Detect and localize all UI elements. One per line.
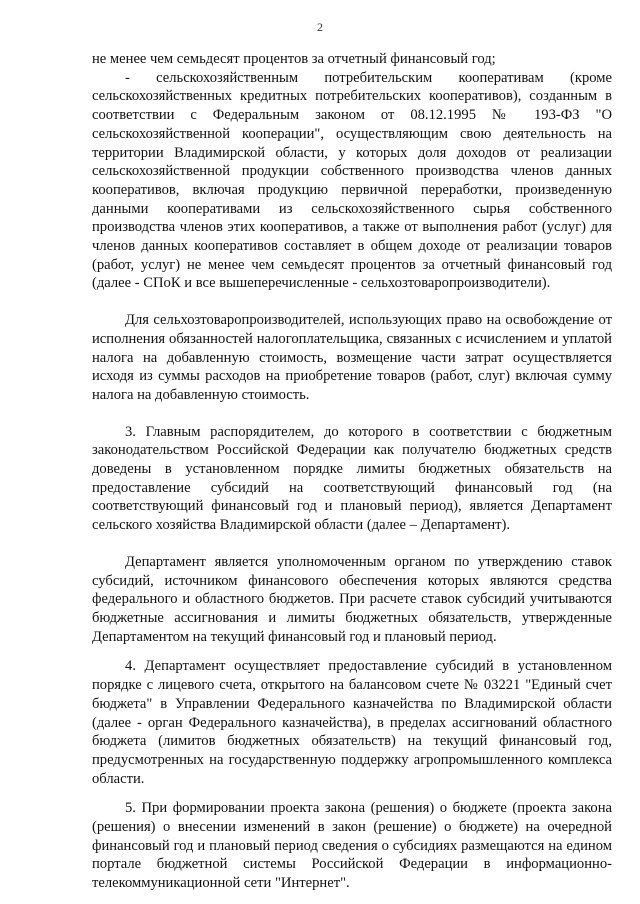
paragraph-department-authority: Департамент является уполномоченным органом по утверждению ставок субсидий, источником финансового обеспечения которых являются средства федерального и областного бюджетов. При расчете ставок субсидий учитываются бюджетные ассигнования и лимиты бюджетных обязательств, утвержденные Департаментом на текущий финансовый год и плановый период.	[92, 553, 612, 645]
paragraph-continuation: не менее чем семьдесят процентов за отчетный финансовый год;	[92, 51, 496, 67]
paragraph-spok-definition: - сельскохозяйственным потребительским кооперативам (кроме сельскохозяйственных кредитных потребительских кооперативов), созданным в соответствии с Федеральным законом от 08.12.1995 № 193-ФЗ "О сельскохозяйственной кооперации", осуществляющим свою деятельность на территории Владимирской области, у которых доля доходов от реализации сельскохозяйственной продукции собственного производства членов данных кооперативов, включая продукцию первичной переработки, произведенную данными кооперативами из сельскохозяйственного сырья собственного производства членов этих кооперативов, а также от выполнения работ (услуг) для членов данных кооперативов составляет в общем доходе от реализации товаров (работ, услуг) не менее чем семьдесят процентов за отчетный финансовый год (далее - СПоК и все вышеперечисленные - сельхозтоваропроизводители).	[92, 69, 612, 292]
paragraph-subsidy-provision: 4. Департамент осуществляет предоставление субсидий в установленном порядке с лицевого счета, открытого на балансовом счете № 03221 "Единый счет бюджета" в Управлении Федерального казначейства по Владимирской области (далее - орган Федерального казначейства), в пределах ассигнований областного бюджета (лимитов бюджетных обязательств) на текущий финансовый год, предусмотренных на государственную поддержку агропромышленного комплекса области.	[92, 658, 612, 787]
page-number: 2	[317, 20, 323, 34]
paragraph-vat-exemption: Для сельхозтоваропроизводителей, использующих право на освобождение от исполнения обязанностей налогоплательщика, связанных с исчислением и уплатой налога на добавленную стоимость, возмещение части затрат осуществляется исходя из суммы расходов на приобретение товаров (работ, слуг) включая сумму налога на добавленную стоимость.	[92, 312, 612, 403]
paragraph-main-manager: 3. Главным распорядителем, до которого в соответствии с бюджетным законодательством Российской Федерации как получателю бюджетных средств доведены в установленном порядке лимиты бюджетных обязательств на предоставление субсидий на соответствующий финансовый год (на соответствующий финансовый год и плановый период), является Департамент сельского хозяйства Владимирской области (далее – Департамент).	[92, 423, 612, 534]
document-body	[92, 50, 612, 893]
paragraph-budget-information: 5. При формировании проекта закона (решения) о бюджете (проекта закона (решения) о внесении изменений в закон (решение) о бюджете) на очередной финансовый год и плановый период сведения о субсидиях размещаются на едином портале бюджетной системы Российской Федерации в информационно-телекоммуникационной сети "Интернет".	[92, 800, 612, 892]
